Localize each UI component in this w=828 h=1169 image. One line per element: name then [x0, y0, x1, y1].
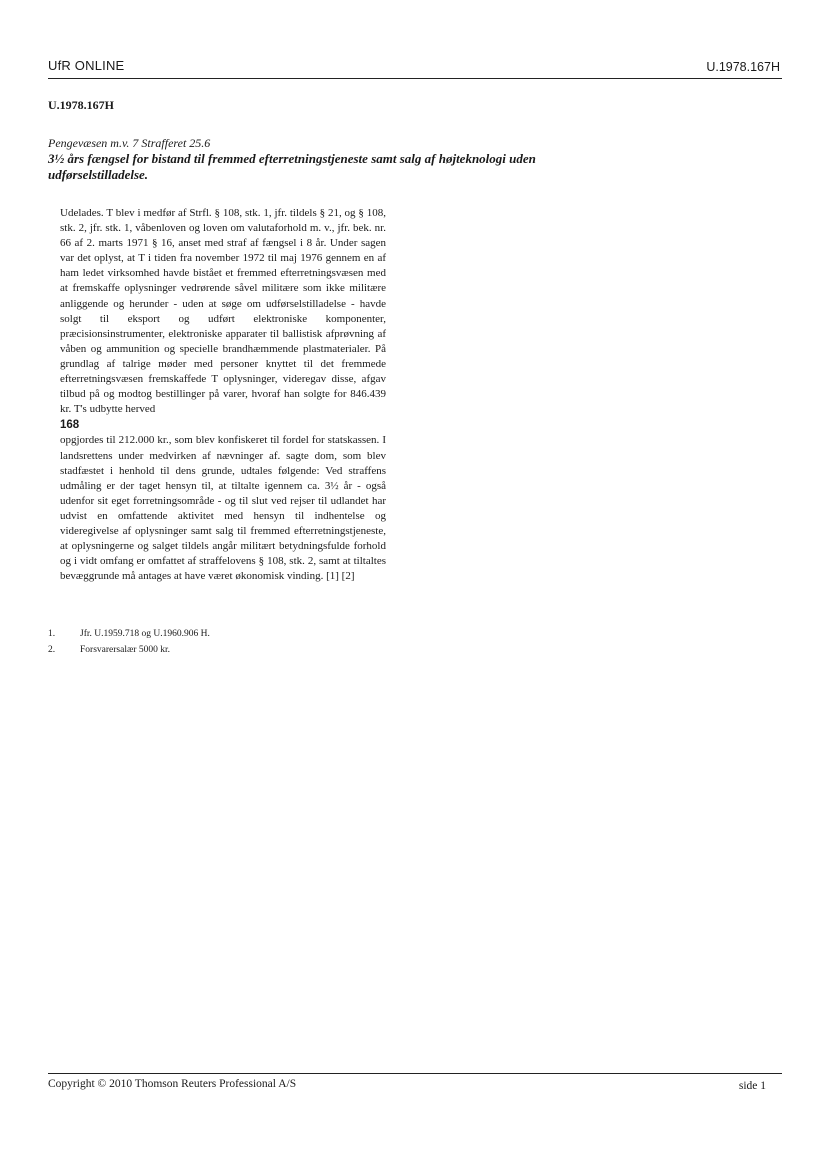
body-paragraph-1: Udelades. T blev i medfør af Strfl. § 108, stk. 1, jfr. tildels § 21, og § 108, stk. 2, jfr. stk. 1, våbenloven og loven om valutaforhold m. v., jfr. bek. nr. 66 af 2. marts 1971 § 16, anset med straf af fængsel i 8 år. Under sagen var det oplyst, at T i tiden fra november 1972 til maj 1976 gennem en af ham ledet virksomhed havde bistået et fremmed efterretningsvæsen med at fremskaffe oplysninger vedrørende såvel militære som ikke militære anliggende og herunder - uden at søge om udførselstilladelse - havde solgt til eksport og udført elektroniske komponenter, præcisionsinstrumenter, elektroniske apparater til ballistisk afprøvning af våben og ammunition og specielle brandhæmmende plastmaterialer. På grundlag af talrige møder med personer knyttet til det fremmede efterretningsvæsen fremskaffede T oplysninger, videregav disse, afgav tilbud på og modtog bestillinger på varer, hvoraf han solgte for 846.439 kr. T's udbytte herved — [60, 207, 386, 416]
footnote-number: 2. — [48, 645, 56, 655]
page-marker: 168 — [60, 419, 80, 432]
footer-divider — [48, 1073, 782, 1074]
footnotes — [48, 626, 210, 658]
footnote-text: Jfr. U.1959.718 og U.1960.906 H. — [80, 629, 210, 639]
footnote-item — [48, 642, 210, 658]
document-body — [60, 206, 386, 584]
body-paragraph-2: opgjordes til 212.000 kr., som blev konfiskeret til fordel for statskassen. I landsrettens under medvirken af nævninger af. sagte dom, som blev stadfæstet i henhold til dens grunde, udtales følgende: Ved straffens udmåling er der taget hensyn til, at tiltalte igennem ca. 3½ år - også udenfor sit eget forretningsområde - og til slut ved rejser til udlandet har udvist en omfattende aktivitet med hensyn til indhentelse og videregivelse af oplysninger samt salg til fremmed efterretningstjeneste, at oplysningerne og salget tildels angår militært betydningsfulde forhold og i vidt omfang er omfattet af straffelovens § 108, stk. 2, samt at tiltaltes bevæggrunde må antages at have været økonomisk vinding. [1] [2] — [60, 434, 386, 583]
footnote-item — [48, 626, 210, 642]
header-divider — [48, 78, 782, 79]
page-number: side 1 — [738, 1080, 766, 1092]
document-title: 3½ års fængsel for bistand til fremmed efterretningstjeneste samt salg af højteknologi uden udførselstilladelse. — [48, 151, 536, 182]
footnote-text: Forsvarersalær 5000 kr. — [80, 645, 170, 655]
classification: Pengevæsen m.v. 7 Strafferet 25.6 — [48, 136, 211, 150]
footnote-number: 1. — [48, 629, 56, 639]
copyright-notice: Copyright © 2010 Thomson Reuters Professional A/S — [48, 1078, 297, 1090]
site-brand: UfR ONLINE — [48, 58, 125, 73]
document-id: U.1978.167H — [48, 98, 114, 112]
header-doc-reference: U.1978.167H — [706, 60, 780, 74]
